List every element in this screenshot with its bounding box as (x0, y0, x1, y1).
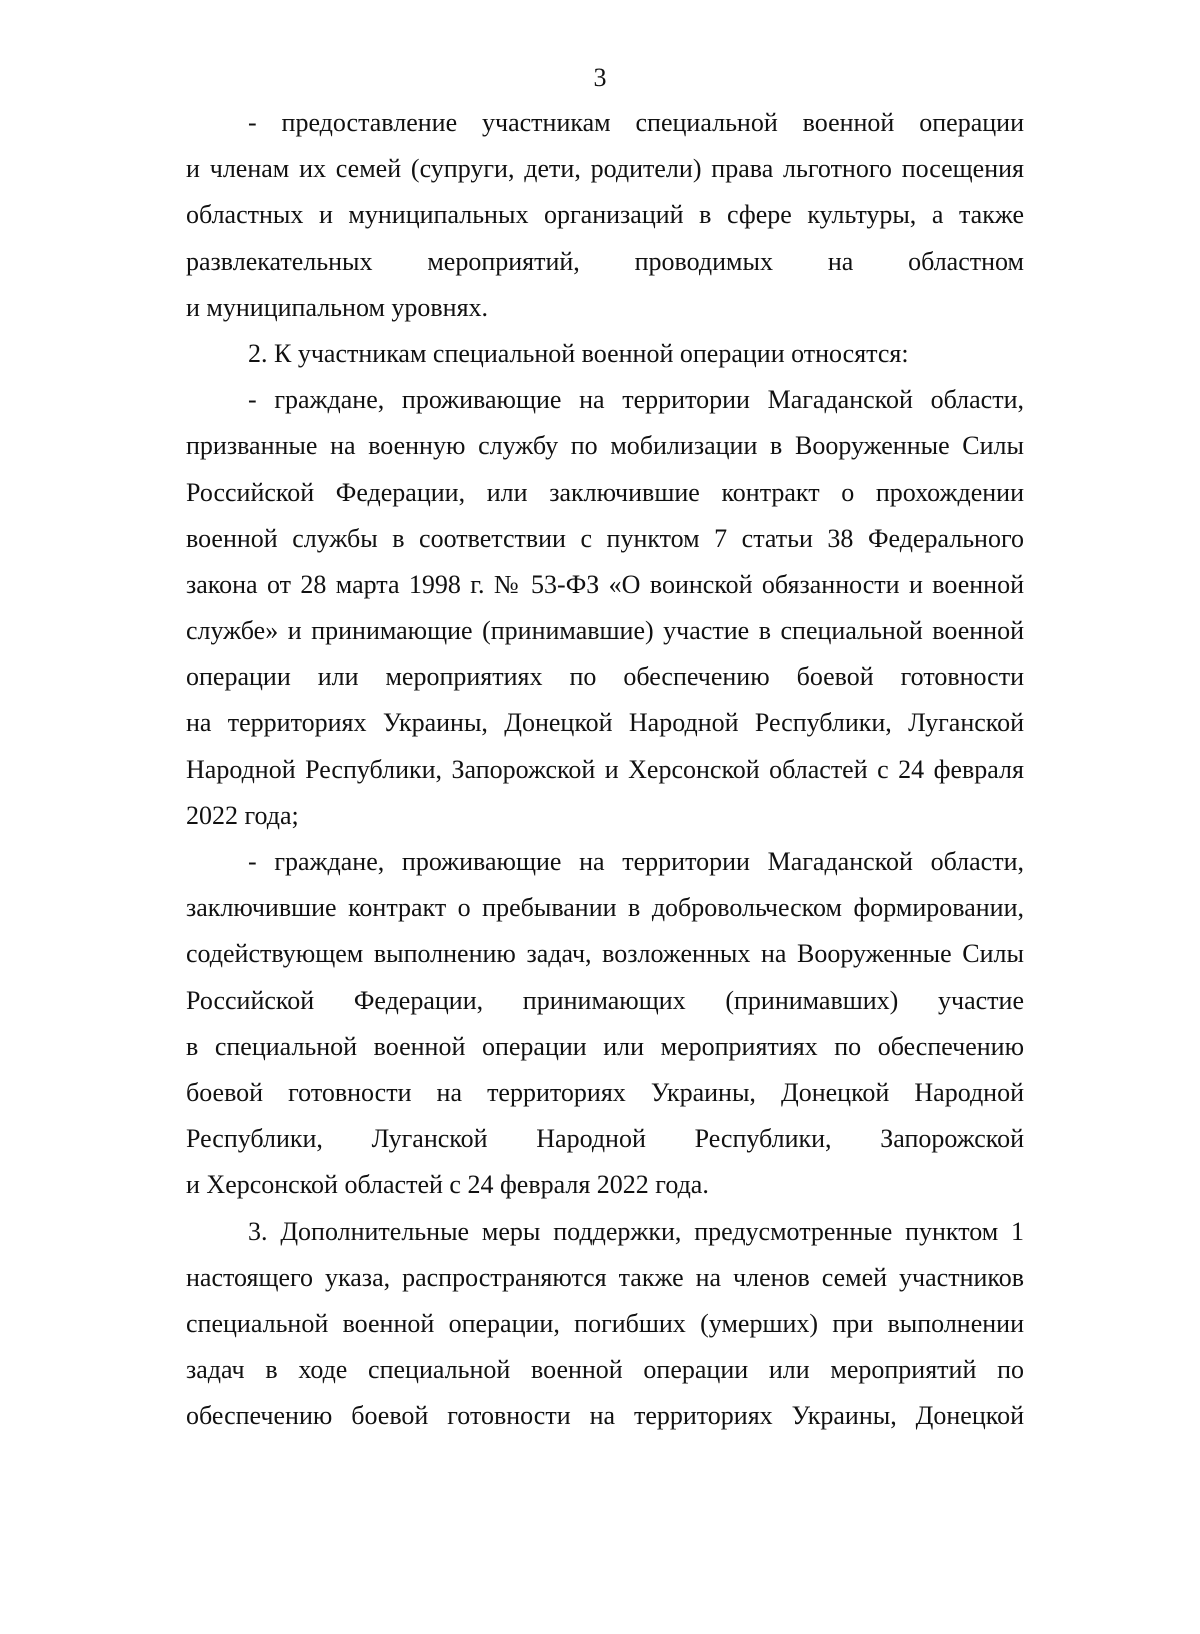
text-line: и Херсонской областей с 24 февраля 2022 года. (186, 1170, 709, 1200)
text-line: операции или мероприятиях по обеспечению боевой готовности (186, 662, 1024, 692)
text-line: Российской Федерации, принимающих (принимавших) участие (186, 985, 1024, 1015)
text-line: призванные на военную службу по мобилизации в Вооруженные Силы (186, 431, 1024, 461)
text-line: развлекательных мероприятий, проводимых на областном (186, 246, 1024, 276)
text-line: Российской Федерации, или заключившие контракт о прохождении (186, 477, 1024, 507)
text-line: Народной Республики, Запорожской и Херсонской областей с 24 февраля (186, 754, 1024, 784)
text-line: 2. К участникам специальной военной операции относятся: (248, 338, 909, 368)
text-line: - граждане, проживающие на территории Магаданской области, (248, 385, 1024, 415)
text-line: задач в ходе специальной военной операции или мероприятий по (186, 1355, 1024, 1385)
text-line: на территориях Украины, Донецкой Народной Республики, Луганской (186, 708, 1024, 738)
text-line: содействующем выполнению задач, возложенных на Вооруженные Силы (186, 939, 1024, 969)
text-line: закона от 28 марта 1998 г. № 53-ФЗ «О воинской обязанности и военной (186, 569, 1024, 599)
text-line: Республики, Луганской Народной Республики, Запорожской (186, 1124, 1024, 1154)
text-line: военной службы в соответствии с пунктом 7 статьи 38 Федерального (186, 523, 1024, 553)
page-number: 3 (593, 63, 607, 92)
text-line: и членам их семей (супруги, дети, родители) права льготного посещения (186, 154, 1024, 184)
text-line: - граждане, проживающие на территории Магаданской области, (248, 847, 1024, 876)
text-line: в специальной военной операции или мероприятиях по обеспечению (186, 1031, 1024, 1061)
text-line: заключившие контракт о пребывании в добровольческом формировании, (186, 893, 1024, 923)
text-line: обеспечению боевой готовности на территориях Украины, Донецкой (186, 1401, 1024, 1431)
text-line: боевой готовности на территориях Украины, Донецкой Народной (186, 1077, 1024, 1107)
text-line: - предоставление участникам специальной военной операции (248, 108, 1024, 137)
text-line: специальной военной операции, погибших (умерших) при выполнении (186, 1308, 1024, 1338)
text-line: 2022 года; (186, 800, 299, 830)
text-line: настоящего указа, распространяются также на членов семей участников (186, 1262, 1024, 1292)
text-line: 3. Дополнительные меры поддержки, предусмотренные пунктом 1 (248, 1216, 1024, 1246)
text-line: и муниципальном уровнях. (186, 292, 489, 322)
text-line: областных и муниципальных организаций в сфере культуры, а также (186, 200, 1024, 230)
text-line: службе» и принимающие (принимавшие) участие в специальной военной (186, 616, 1024, 646)
document-body (186, 100, 1024, 1439)
